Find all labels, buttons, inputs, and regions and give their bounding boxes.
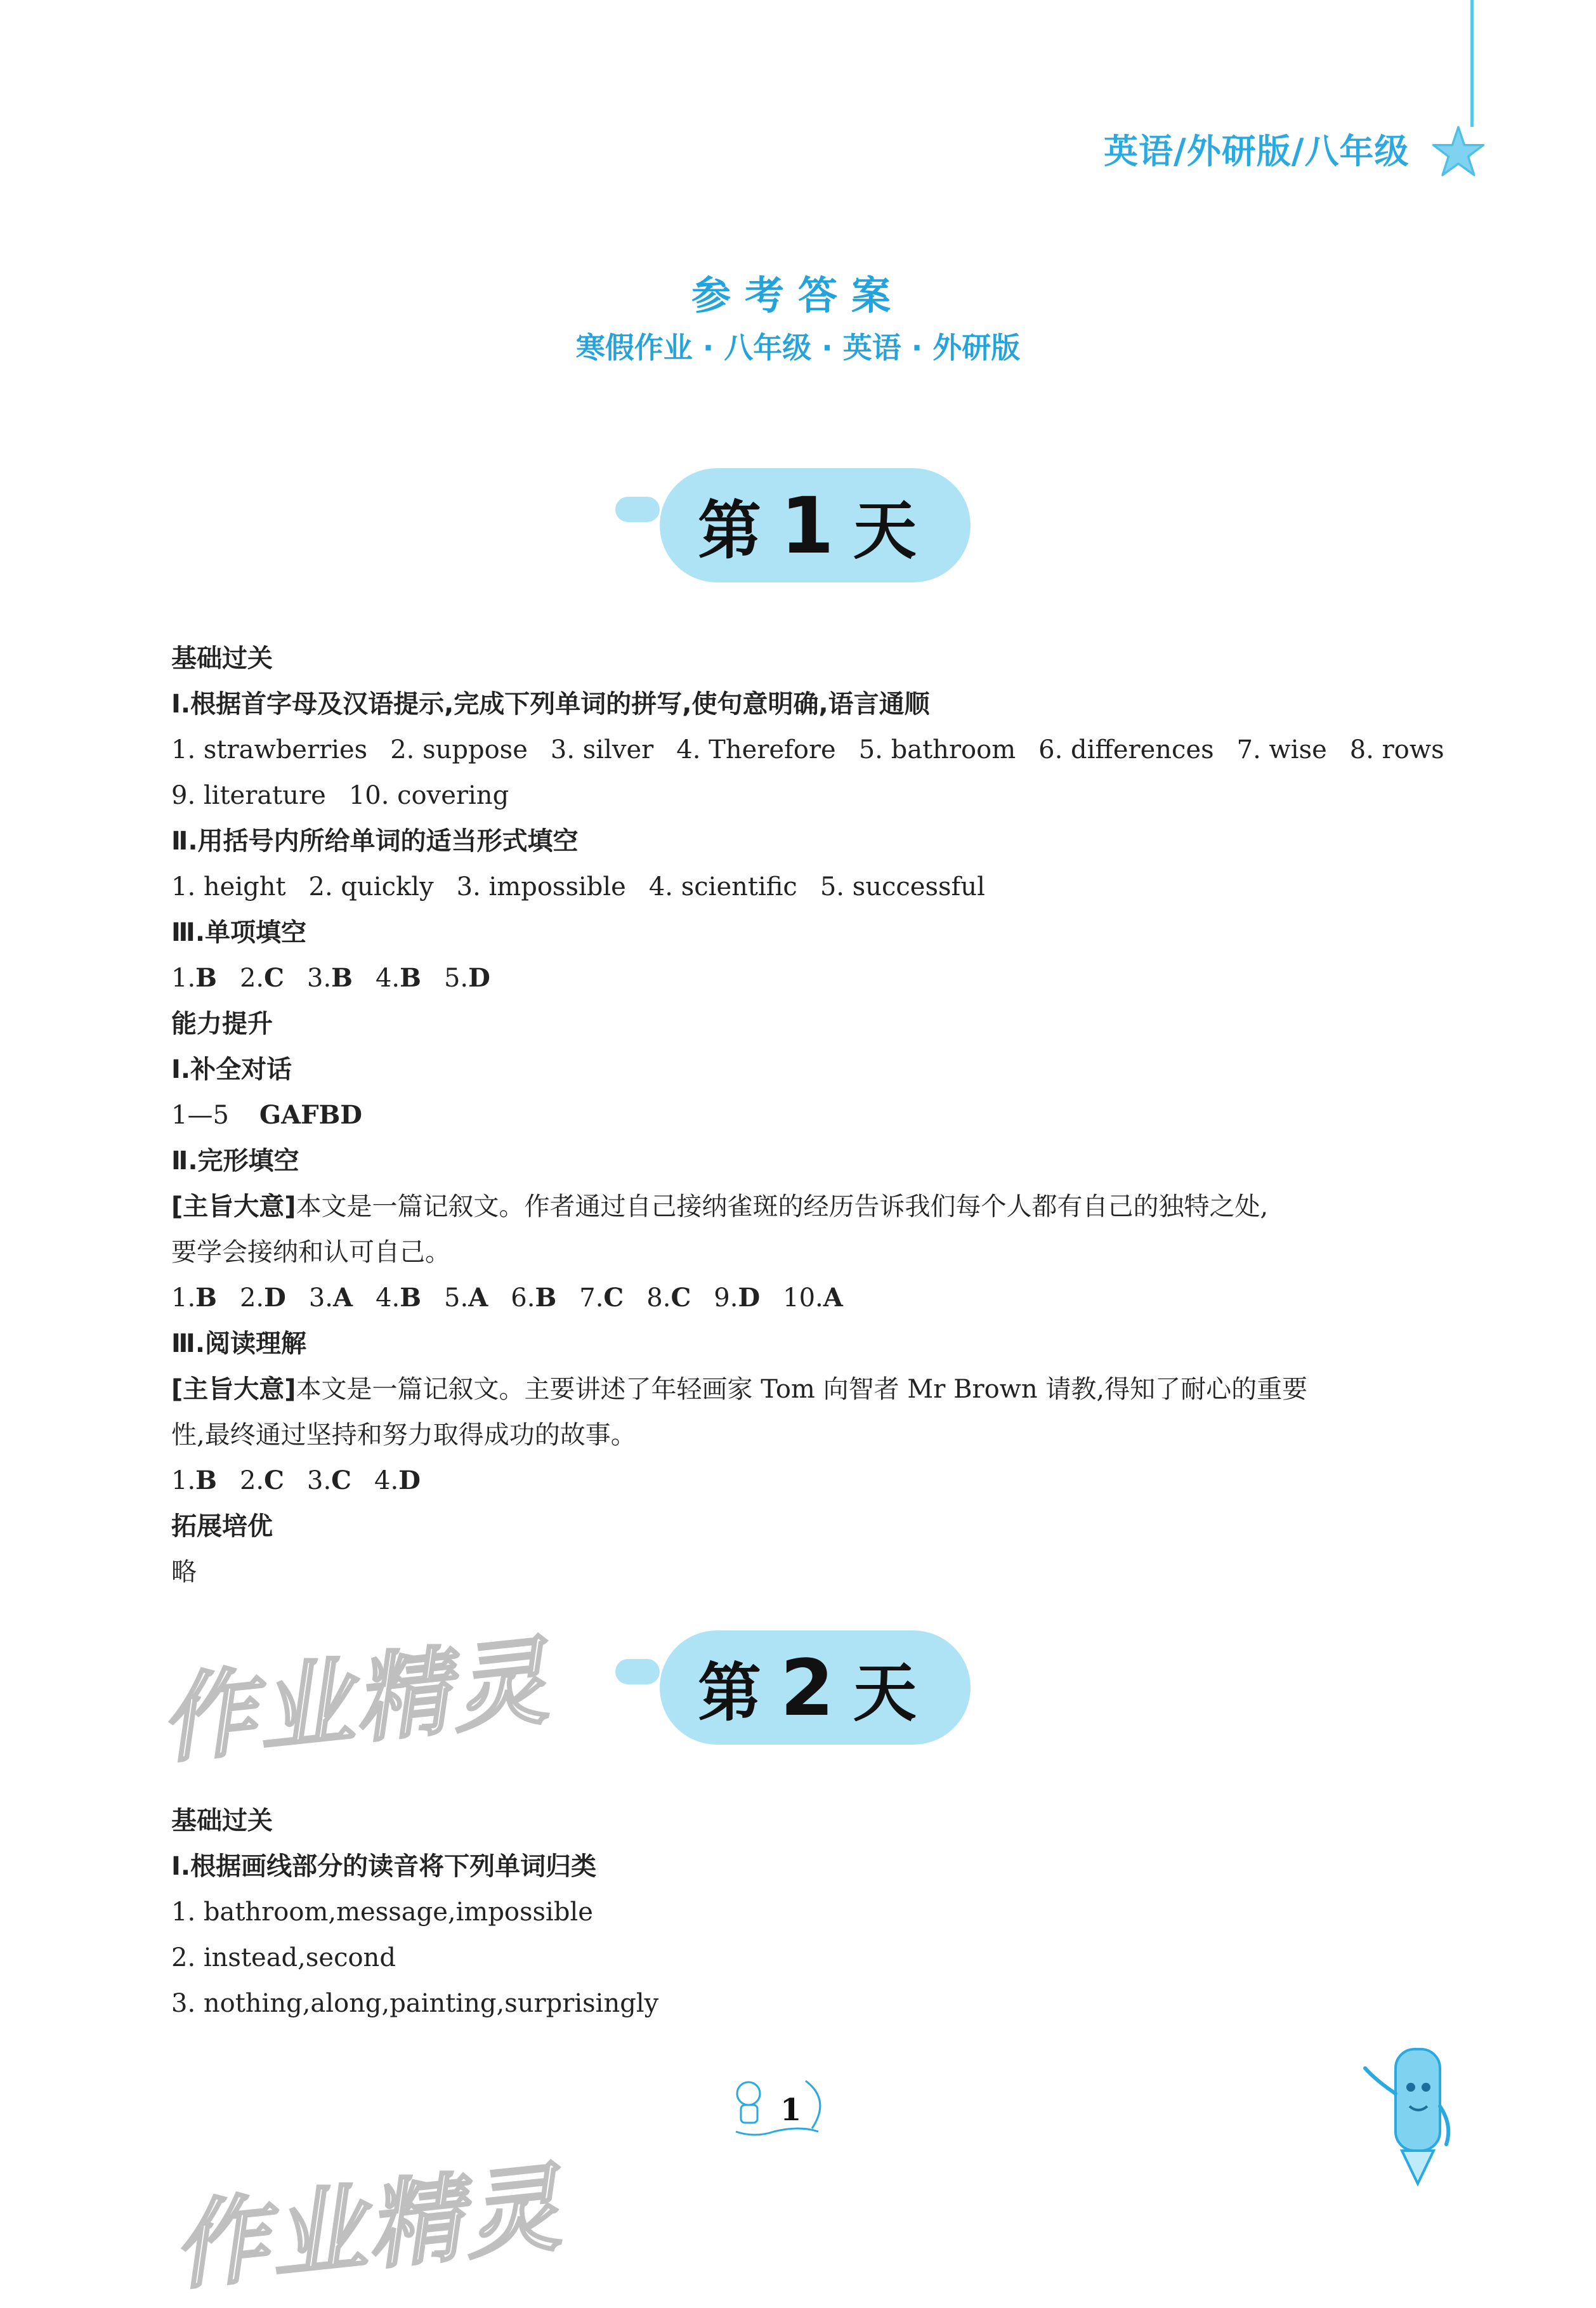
answer-letter: A (468, 1283, 488, 1313)
answer-num: 4. (374, 1466, 399, 1495)
answer: 4. Therefore (676, 735, 836, 764)
answer-row (171, 1092, 1440, 1138)
answer-row (171, 727, 1444, 773)
answer: 7. wise (1236, 735, 1327, 764)
answer-row (171, 773, 1440, 818)
answer: 10. covering (348, 781, 509, 810)
answer-range: 1—5 (171, 1101, 229, 1130)
answer-num: 4. (376, 1283, 400, 1313)
answer-num: 6. (511, 1283, 535, 1313)
day1-banner (615, 468, 971, 582)
answer-num: 9. (714, 1283, 738, 1313)
page-number: 1 (780, 2092, 802, 2128)
answer-row: 2. instead,second (171, 1943, 396, 1972)
summary-line (171, 1367, 1440, 1412)
question-heading: Ⅲ.单项填空 (171, 918, 307, 947)
section-title: 拓展培优 (171, 1512, 273, 1541)
answer-num: 4. (375, 964, 400, 993)
answer-num: 8. (646, 1283, 671, 1313)
question-heading: Ⅰ.根据首字母及汉语提示,完成下列单词的拼写,使句意明确,语言通顺 (171, 690, 930, 719)
answer-letter: C (264, 963, 284, 993)
answer: 5. successful (820, 872, 985, 902)
question-heading: Ⅲ.阅读理解 (171, 1329, 307, 1358)
answer-letter: B (195, 1283, 217, 1313)
summary-text: 本文是一篇记叙文。作者通过自己接纳雀斑的经历告诉我们每个人都有自己的独特之处, (296, 1192, 1269, 1221)
answer-row (171, 1275, 1440, 1321)
day1-content (171, 636, 1444, 1595)
summary-text: 本文是一篇记叙文。主要讲述了年轻画家 Tom 向智者 Mr Brown 请教,得知了耐心的重要 (296, 1375, 1308, 1404)
answer-letter: D (398, 1465, 421, 1495)
answer-row: 1. bathroom,message,impossible (171, 1898, 593, 1927)
watermark: 作业精灵 (155, 1626, 555, 1777)
question-heading: Ⅰ.补全对话 (171, 1055, 292, 1084)
watermark-bottom: 作业精灵 (167, 2153, 568, 2304)
answer-num: 5. (443, 964, 469, 993)
answer-num: 2. (239, 1466, 265, 1495)
answer-letters: GAFBD (259, 1100, 362, 1130)
day1-prefix: 第 (698, 494, 761, 568)
answer-num: 7. (579, 1283, 604, 1313)
answer-letter: A (823, 1283, 843, 1313)
answer-num: 1. (171, 1283, 196, 1313)
summary-line (171, 1184, 1440, 1229)
answer-num: 1. (171, 964, 196, 993)
answer-letter: D (468, 963, 490, 993)
answer: 4. scientific (648, 872, 797, 902)
extend-answer: 略 (171, 1557, 197, 1587)
answer-num: 3. (308, 1283, 334, 1313)
answer-letter: B (400, 963, 421, 993)
answer-num: 3. (307, 1466, 332, 1495)
answer-letter: B (195, 1465, 217, 1495)
answer-num: 2. (239, 1283, 265, 1313)
answer: 3. impossible (456, 872, 626, 902)
header-breadcrumb: 英语/外研版/八年级 (1104, 131, 1410, 171)
star-icon (1431, 124, 1486, 179)
answer-row (171, 1458, 1440, 1504)
answer: 1. height (171, 872, 286, 902)
answer: 2. quickly (308, 872, 434, 902)
question-heading: Ⅰ.根据画线部分的读音将下列单词归类 (171, 1852, 597, 1881)
hanging-line (1470, 0, 1474, 127)
answer-letter: C (331, 1465, 352, 1495)
answer-letter: D (738, 1283, 761, 1313)
section-title: 基础过关 (171, 1806, 273, 1835)
answer-num: 1. (171, 1466, 196, 1495)
answer-letter: C (264, 1465, 284, 1495)
answer-letter: B (535, 1283, 557, 1313)
answer-row (171, 955, 1440, 1001)
answer: 1. strawberries (171, 735, 368, 764)
answer: 6. differences (1038, 735, 1214, 764)
question-heading: Ⅱ.用括号内所给单词的适当形式填空 (171, 827, 579, 856)
answer: 2. suppose (390, 735, 528, 764)
section-title: 基础过关 (171, 644, 273, 673)
section-title: 能力提升 (171, 1009, 273, 1039)
day2-prefix: 第 (698, 1656, 761, 1730)
answer-letter: D (264, 1283, 286, 1313)
summary-line: 性,最终通过坚持和努力取得成功的故事。 (171, 1420, 636, 1450)
answer-num: 5. (444, 1283, 469, 1313)
answer-letter: C (670, 1283, 691, 1313)
summary-tag: [主旨大意] (171, 1375, 296, 1404)
day2-content (171, 1798, 1440, 2026)
summary-line: 要学会接纳和认可自己。 (171, 1238, 450, 1267)
page-subtitle: 寒假作业 · 八年级 · 英语 · 外研版 (575, 331, 1021, 365)
answer-num: 2. (239, 964, 265, 993)
answer-letter: C (603, 1283, 624, 1313)
pencil-mascot-icon (1357, 2036, 1472, 2189)
answer-row (171, 864, 1440, 910)
answer-letter: B (331, 963, 353, 993)
answer: 5. bathroom (858, 735, 1016, 764)
day1-suffix: 天 (853, 494, 917, 568)
answer-letter: B (195, 963, 217, 993)
question-heading: Ⅱ.完形填空 (171, 1146, 299, 1176)
answer-num: 10. (783, 1283, 823, 1313)
day2-suffix: 天 (853, 1656, 917, 1730)
answer-num: 3. (307, 964, 332, 993)
answer-letter: A (333, 1283, 353, 1313)
answer-row: 3. nothing,along,painting,surprisingly (171, 1989, 659, 2018)
day1-number: 1 (780, 481, 834, 571)
answer: 8. rows (1349, 735, 1444, 764)
summary-tag: [主旨大意] (171, 1192, 296, 1221)
answer-letter: B (400, 1283, 422, 1313)
day2-number: 2 (780, 1643, 834, 1733)
answer: 9. literature (171, 781, 326, 810)
page-title: 参考答案 (691, 272, 905, 318)
answer: 3. silver (550, 735, 654, 764)
day2-banner (615, 1630, 971, 1745)
